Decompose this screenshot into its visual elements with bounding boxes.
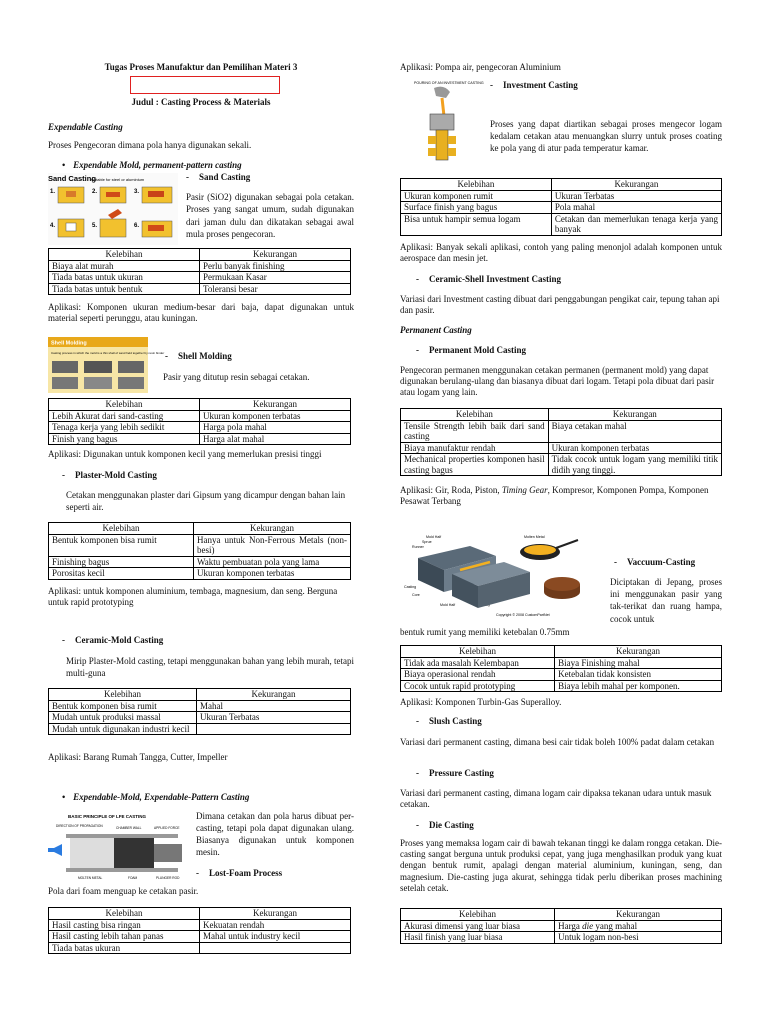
svg-text:DIRECTION OF PROPAGATION: DIRECTION OF PROPAGATION [56,824,103,828]
svg-text:Molten Metal: Molten Metal [524,535,545,539]
shell-molding-table [48,398,351,445]
table-header: Kekurangan [196,689,350,701]
svg-text:Runner: Runner [412,545,424,549]
lost-foam-image-title: BASIC PRINCIPLE OF LFE CASTING [68,814,147,819]
table-row: Bentuk komponen bisa rumit Mahal [49,700,351,712]
table-row: Hasil casting lebih tahan panas Mahal untuk industry kecil [49,931,351,943]
vacuum-casting-image [400,530,596,622]
investment-casting-image [400,78,482,170]
sand-casting-aplikasi: Aplikasi: Komponen ukuran medium-besar dari baja, dapat digunakan untuk material seperti perunggu, atau kuningan. [48,302,354,324]
permanent-mold-title: - Permanent Mold Casting [416,345,526,356]
investment-casting-description: Proses yang dapat diartikan sebagai proses mengecor logam kedalam cetakan atau menuangkan slurry untuk proses coating ke pola yang di atur pada temperatur kamar. [490,119,722,154]
svg-text:6.: 6. [134,223,140,229]
expendable-description: Proses Pengecoran dimana pola hanya digunakan sekali. [48,140,252,150]
shell-molding-image-title: Shell Molding [51,340,87,347]
svg-text:2.: 2. [92,189,98,195]
sand-casting-image-title: Sand Casting [48,174,96,183]
table-header: Kelebihan [49,249,200,261]
sand-casting-image [48,173,178,245]
permanent-mold-table [400,408,722,476]
svg-text:Copyright © 2008 CustomPartNet: Copyright © 2008 CustomPartNet [496,613,550,617]
svg-text:Mold Half: Mold Half [426,535,442,539]
table-header: Kekurangan [200,908,351,920]
ceramic-shell-description: Variasi dari Investment casting dibuat dari penggabungan pengikat cair, tepung tahan api dan pasir. [400,294,720,316]
svg-text:APPLIED FORCE: APPLIED FORCE [154,826,180,830]
svg-text:CHAMBER WALL: CHAMBER WALL [116,826,142,830]
ceramic-mold-description: Mirip Plaster-Mold casting, tetapi menggunakan bahan yang lebih murah, tetapi multi-guna [66,656,354,678]
vacuum-casting-table [400,645,722,692]
table-row: Tenaga kerja yang lebih sedikit Harga pola mahal [49,422,351,434]
pressure-casting-title: - Pressure Casting [416,768,494,779]
svg-text:MOLTEN METAL: MOLTEN METAL [78,876,103,880]
vacuum-casting-aplikasi: Aplikasi: Komponen Turbin-Gas Superalloy. [400,697,562,707]
svg-text:4.: 4. [50,223,56,229]
table-header: Kelebihan [49,908,200,920]
table-row: Mechanical properties komponen hasil casting bagus Tidak cocok untuk logam yang memiliki titik didih yang tinggi. [401,454,722,476]
sand-casting-image-subtitle: suitable for steel or aluminium [91,177,145,182]
table-row: Biaya manufaktur rendah Ukuran komponen terbatas [401,442,722,454]
table-row: Porositas kecil Ukuran komponen terbatas [49,568,351,580]
ceramic-shell-title: - Ceramic-Shell Investment Casting [416,274,561,285]
table-header: Kelebihan [401,646,555,658]
table-header: Kekurangan [551,179,721,191]
table-header: Kekurangan [555,646,722,658]
ceramic-mold-aplikasi: Aplikasi: Barang Rumah Tangga, Cutter, Impeller [48,752,228,762]
plaster-mold-table [48,522,351,580]
table-row: Tiada batas untuk ukuran Permukaan Kasar [49,272,351,284]
investment-casting-table [400,178,722,236]
table-row: Bentuk komponen bisa rumit Hanya untuk Non-Ferrous Metals (non-besi) [49,534,351,556]
document-title: Tugas Proses Manufaktur dan Pemilihan Materi 3 [104,62,298,72]
bullet-expendable-pattern: • Expendable-Mold, Expendable-Pattern Casting [62,792,352,803]
die-casting-description: Proses yang memaksa logam cair di bawah tekanan tinggi ke dalam rongga cetakan. Die-casting sangat berguna untuk produksi cepat, yang juga menghasilkan produk yang kuat dengan bentuk rumit, apalagi dengan material aluminium, kuningan, seng, dan magnesium. Die-casting juga akurat, sehingga tidak perlu diberikan proses machining setelah cetak. [400,838,722,893]
table-row: Tidak ada masalah Kelembapan Biaya Finishing mahal [401,657,722,669]
ceramic-mold-title: - Ceramic-Mold Casting [62,635,163,646]
svg-text:1.: 1. [50,189,56,195]
plaster-mold-aplikasi: Aplikasi: untuk komponen aluminium, tembaga, magnesium, dan seng. Berguna untuk rapid prototyping [48,586,338,608]
svg-text:Casting: Casting [404,585,417,589]
investment-casting-title: - Investment Casting [490,80,578,91]
table-row: Tiada batas ukuran [49,942,351,954]
table-row: Hasil finish yang luar biasa Untuk logam non-besi [401,932,722,944]
table-header: Kelebihan [401,179,552,191]
table-row: Ukuran komponen rumit Ukuran Terbatas [401,190,722,202]
svg-text:Sprue: Sprue [422,540,432,544]
svg-text:PLUNGER ROD: PLUNGER ROD [156,876,180,880]
svg-text:5.: 5. [92,223,98,229]
vacuum-casting-description-side: Diciptakan di Jepang, proses ini menggunakan pasir yang tak-terikat dan ruang hampa, cocok untuk [610,577,722,624]
plaster-mold-description: Cetakan menggunakan plaster dari Gipsum yang dicampur dengan bahan lain seperti air. [66,490,346,512]
table-header: Kelebihan [49,689,197,701]
table-row: Biaya alat murah Perlu banyak finishing [49,260,351,272]
table-row: Tensile Strength lebih baik dari sand casting Biaya cetakan mahal [401,420,722,442]
investment-casting-image-title: POURING OF AN INVESTMENT CASTING [414,81,484,85]
table-row: Finish yang bagus Harga alat mahal [49,433,351,445]
table-row: Akurasi dimensi yang luar biasa Harga die yang mahal [401,920,722,932]
table-header: Kelebihan [49,399,200,411]
ceramic-mold-table [48,688,351,735]
expendable-heading: Expendable Casting [48,122,123,132]
shell-molding-image-subtitle: Casting process in which the mold is a thin shell of sand held together by resin binder [51,351,165,355]
sand-casting-description: Pasir (SiO2) digunakan sebagai pola cetakan. Proses yang sangat umum, sudah digunakan dari jaman dulu dan dikatakan sebagai awal mula proses pengecoran. [186,192,354,240]
vacuum-casting-title: - Vaccuum-Casting [614,557,695,568]
shell-molding-title: - Shell Molding [165,351,232,362]
svg-text:3.: 3. [134,189,140,195]
die-casting-title: - Die Casting [416,820,474,831]
sand-casting-table [48,248,351,295]
table-row: Lebih Akurat dari sand-casting Ukuran komponen terbatas [49,410,351,422]
plaster-mold-title: - Plaster-Mold Casting [62,470,157,481]
aplikasi-pompa: Aplikasi: Pompa air, pengecoran Aluminium [400,62,561,72]
lost-foam-intro: Dimana cetakan dan pola harus dibuat per-casting, tetapi pola dapat digunakan ulang. Biasanya digunakan untuk komponen mesin. [196,811,354,857]
table-header: Kekurangan [200,249,351,261]
table-row: Finishing bagus Waktu pembuatan pola yang lama [49,556,351,568]
slush-casting-title: - Slush Casting [416,716,482,727]
table-header: Kelebihan [401,909,555,921]
table-row: Bisa untuk hampir semua logam Cetakan dan memerlukan tenaga kerja yang banyak [401,213,722,235]
table-header: Kekurangan [548,409,721,421]
table-row: Biaya operasional rendah Ketebalan tidak konsisten [401,669,722,681]
lost-foam-title: - Lost-Foam Process [196,868,282,879]
table-row: Hasil casting bisa ringan Kekuatan rendah [49,919,351,931]
table-row: Tiada batas untuk bentuk Toleransi besar [49,283,351,295]
shell-molding-description: Pasir yang ditutup resin sebagai cetakan. [163,372,310,382]
investment-casting-aplikasi: Aplikasi: Banyak sekali aplikasi, contoh yang paling menonjol adalah komponen untuk aerospace dan mesin jet. [400,242,722,264]
table-row: Mudah untuk produksi massal Ukuran Terbatas [49,712,351,724]
shell-molding-image [48,337,165,393]
table-header: Kekurangan [200,399,351,411]
permanent-casting-heading: Permanent Casting [400,325,472,335]
lost-foam-table [48,907,351,954]
name-redaction-box [130,76,280,94]
lost-foam-image [48,808,186,882]
table-row: Mudah untuk digunakan industri kecil [49,723,351,735]
table-header: Kekurangan [193,523,350,535]
lost-foam-description: Pola dari foam menguap ke cetakan pasir. [48,886,199,896]
table-header: Kelebihan [401,409,549,421]
bullet-expendable-mold-permanent: • Expendable Mold, permanent-pattern casting [62,160,352,171]
shell-molding-aplikasi: Aplikasi: Digunakan untuk komponen kecil yang memerlukan presisi tinggi [48,449,322,459]
table-row: Surface finish yang bagus Pola mahal [401,202,722,214]
slush-casting-description: Variasi dari permanent casting, dimana besi cair tidak boleh 100% padat dalam cetakan [400,737,715,747]
sand-casting-title: - Sand Casting [186,172,250,183]
vacuum-casting-description-full: bentuk rumit yang memiliki ketebalan 0.75mm [400,627,570,637]
svg-text:Core: Core [412,593,420,597]
permanent-mold-description: Pengecoran permanen menggunakan cetakan permanen (permanent mold) yang dapat digunakan berulang-ulang dan biasanya dibuat dari logam. Tetapi pola dibuat dari pasir atau logam yang lain. [400,365,715,398]
permanent-mold-aplikasi: Aplikasi: Gir, Roda, Piston, Timing Gear, Kompresor, Komponen Pompa, Komponen Pesawat Terbang [400,485,709,507]
table-header: Kekurangan [555,909,722,921]
table-header: Kelebihan [49,523,194,535]
die-casting-table [400,908,722,944]
document-judul: Judul : Casting Process & Materials [131,97,271,107]
table-row: Cocok untuk rapid prototyping Biaya lebih mahal per komponen. [401,680,722,692]
svg-text:Mold Half: Mold Half [440,603,456,607]
svg-text:FOAM: FOAM [128,876,138,880]
pressure-casting-description: Variasi dari permanent casting, dimana logam cair dipaksa tekanan udara untuk masuk cetakan. [400,788,712,810]
